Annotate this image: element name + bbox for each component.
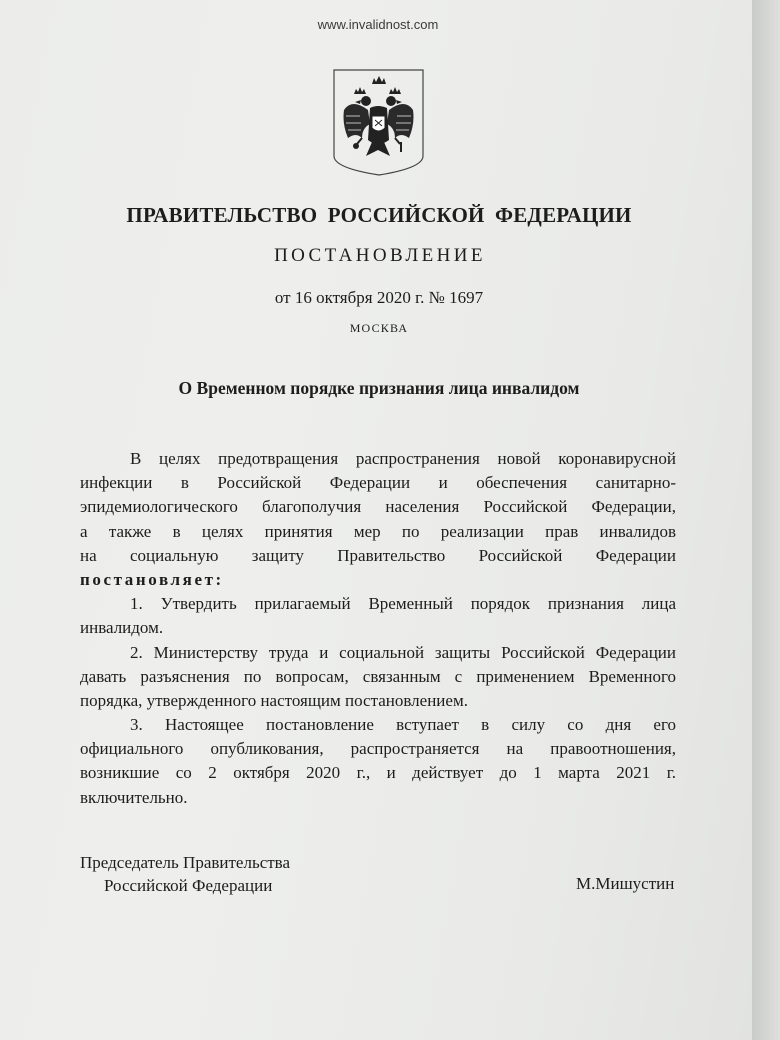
preamble-line: а также в целях принятия мер по реализации прав инвалидов	[80, 521, 676, 541]
government-title: ПРАВИТЕЛЬСТВО РОССИЙСКОЙ ФЕДЕРАЦИИ	[126, 203, 632, 227]
point-2-line: порядка, утвержденного настоящим постановлением.	[80, 690, 468, 710]
point-1-line: инвалидом.	[80, 618, 164, 638]
signer-name: М.Мишустин	[576, 874, 675, 893]
point-3-line: 3. Настоящее постановление вступает в силу со дня его	[130, 715, 676, 735]
point-1-line: 1. Утвердить прилагаемый Временный порядок признания лица	[130, 594, 676, 614]
date-and-number: от 16 октября 2020 г. № 1697	[274, 288, 484, 307]
point-2-line: 2. Министерству труда и социальной защиты Российской Федерации	[130, 642, 676, 662]
signer-position-line-2: Российской Федерации	[104, 876, 273, 895]
point-2-line: давать разъяснения по вопросам, связанным с применением Временного	[80, 666, 676, 686]
website-url: www.invalidnost.com	[317, 17, 439, 32]
preamble-line: эпидемиологического благополучия населения Российской Федерации,	[80, 497, 676, 517]
point-3-line: официального опубликования, распространяется на правоотношения,	[80, 739, 676, 759]
preamble-line: инфекции в Российской Федерации и обеспечения санитарно-	[80, 473, 676, 493]
point-3-line: включительно.	[80, 787, 188, 807]
russian-coat-of-arms-icon	[332, 68, 425, 177]
preamble-line: В целях предотвращения распространения новой коронавирусной	[130, 449, 676, 468]
preamble-line: на социальную защиту Правительство Российской Федерации	[80, 545, 676, 565]
resolves-word: постановляет:	[80, 569, 224, 589]
signer-position-line-1: Председатель Правительства	[80, 853, 291, 872]
document-type: ПОСТАНОВЛЕНИЕ	[274, 245, 486, 266]
city: МОСКВА	[349, 321, 409, 335]
decree-body	[80, 447, 676, 810]
point-3-line: возникшие со 2 октября 2020 г., и действует до 1 марта 2021 г.	[80, 763, 676, 783]
next-sheet-edge	[752, 0, 780, 1040]
decree-subject: О Временном порядке признания лица инвалидом	[178, 378, 580, 398]
